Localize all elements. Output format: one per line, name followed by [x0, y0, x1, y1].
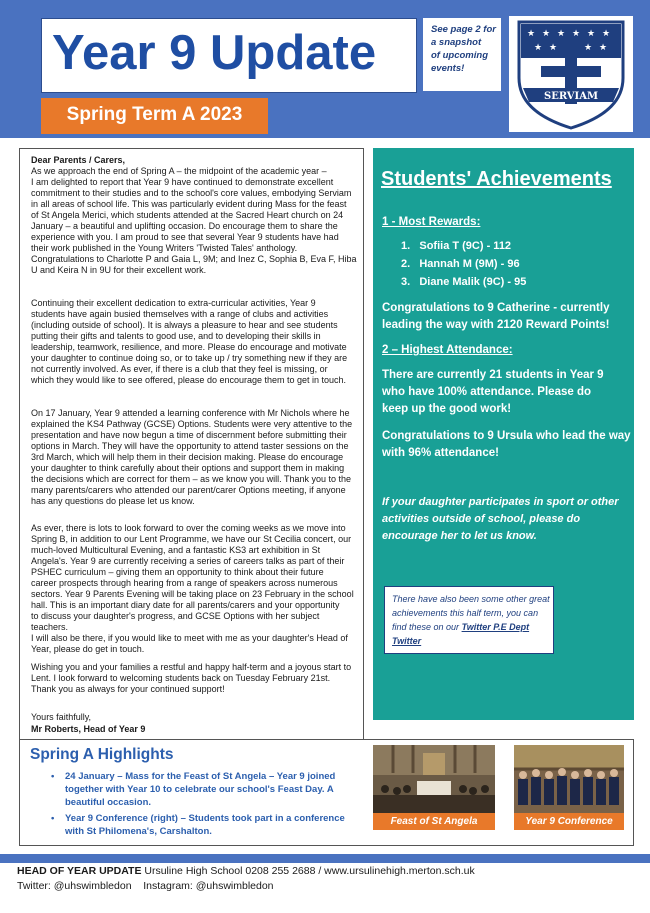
- events-note-box: [423, 18, 501, 91]
- text-line: On 17 January, Year 9 attended a learning conference with Mr Nichols where he: [31, 408, 350, 418]
- text-line: presentation and have now begun a time of discernment before submitting their: [31, 430, 347, 440]
- text-line: experience with you. I am proud to see that several Year 9 students have had: [31, 232, 339, 242]
- achievements-title: Students' Achievements: [381, 168, 612, 190]
- text-line: the decisions which are correct for them – as we know you will. Thank you to the: [31, 474, 351, 484]
- letter-closing: Yours faithfully,: [31, 712, 92, 722]
- reward-item: [401, 276, 526, 288]
- attendance-heading: 2 – Highest Attendance:: [382, 344, 513, 356]
- letter-signature: Mr Roberts, Head of Year 9: [31, 724, 146, 734]
- attendance-text: There are currently 21 students in Year 9 who have 100% attendance. Please do: [382, 369, 604, 398]
- footer-contact: [17, 865, 475, 877]
- text-line: students have again busied themselves with a range of clubs and activities: [31, 309, 329, 319]
- footer-instagram[interactable]: Instagram: @uhswimbledon: [143, 880, 274, 892]
- svg-text:★: ★: [527, 29, 536, 39]
- text-line: Wishing you and your families a restful and happy half-term and a joyous start to: [31, 662, 352, 672]
- highlight-item: [51, 770, 350, 809]
- text-line: career prospects through hearing from a range of speakers across numerous: [31, 578, 338, 588]
- photo-feast: [373, 745, 495, 813]
- school-crest: [509, 16, 633, 132]
- text-line: Lent. I look forward to welcoming students back on Tuesday February 21st.: [31, 673, 331, 683]
- svg-text:★: ★: [584, 43, 593, 53]
- svg-text:★: ★: [572, 29, 581, 39]
- reward-rank: 2.: [401, 258, 411, 270]
- letter-paragraph-5: [31, 662, 357, 695]
- svg-text:★: ★: [534, 43, 543, 53]
- twitter-note-text: There have also been some other great achievements this half term, you can find these on our: [392, 594, 550, 632]
- text-line: sectors. Year 9 Parents Evening will be taking place on 23 February in the school: [31, 589, 354, 599]
- text-line: I will also be there, if you would like to meet with me as your daughter's Head of: [31, 633, 348, 643]
- text-line: putting their gifts and talents to good use, and to developing their skills in: [31, 331, 321, 341]
- sport-note: If your daughter participates in sport or other activities outside of school, please do encourage her to let us know.: [382, 496, 619, 542]
- rewards-congrats: Congratulations to 9 Catherine - currently leading the way with 2120 Reward Points!: [382, 302, 610, 331]
- text-line: PSHEC curriculum – giving them an opportunity to think about their future: [31, 567, 324, 577]
- bullet-icon: •: [51, 813, 55, 824]
- text-line: As we approach the end of Spring A – the midpoint of the academic year –: [31, 166, 327, 176]
- footer-band: [0, 854, 650, 863]
- events-note: See page 2 for a snapshot of upcoming events!: [431, 24, 496, 74]
- highlight-item: [51, 812, 350, 838]
- text-line: 3rd March, which will help them in their decision making. Please do encourage: [31, 452, 344, 462]
- svg-text:★: ★: [557, 29, 566, 39]
- term-banner: [41, 98, 268, 134]
- letter-paragraph-4: [31, 523, 357, 655]
- crest-icon: [509, 16, 633, 132]
- letter-paragraph-1: [31, 166, 357, 276]
- rewards-heading: 1 - Most Rewards:: [382, 216, 481, 228]
- svg-text:★: ★: [549, 43, 558, 53]
- attendance-text-2: keep up the good work!: [382, 403, 512, 415]
- text-line: their work published in the Young Writers 'Twisted Tales' anthology.: [31, 243, 298, 253]
- footer-label: HEAD OF YEAR UPDATE: [17, 865, 142, 877]
- reward-text: Sofiia T (9C) - 112: [419, 240, 512, 252]
- text-line: Angela's. Year 9 are currently receiving a series of careers talks as part of their: [31, 556, 345, 566]
- text-line: your daughter to think carefully about their options and support them in making: [31, 463, 345, 473]
- footer-social: [17, 880, 274, 892]
- text-line: your daughter to continue doing so, or to take up / try something new if they are: [31, 353, 348, 363]
- letter-box: [19, 148, 364, 740]
- text-line: much-loved Multicultural Evening, and a fantastic KS3 art exhibition in St: [31, 545, 321, 555]
- footer-twitter[interactable]: Twitter: @uhswimbledon: [17, 880, 132, 892]
- reward-item: [401, 240, 511, 252]
- text-line: in all areas of school life. This was particularly evident during Mass for the feast: [31, 199, 347, 209]
- text-line: Continuing their excellent dedication to extra-curricular activities, Year 9: [31, 298, 316, 308]
- caption-conference: Year 9 Conference: [514, 813, 624, 830]
- text-line: Year, please do get in touch.: [31, 644, 145, 654]
- svg-text:★: ★: [587, 29, 596, 39]
- text-line: explained the KS4 Pathway (GCSE) Options. Students were very attentive to the: [31, 419, 353, 429]
- reward-rank: 3.: [401, 276, 411, 288]
- letter-paragraph-3: [31, 408, 357, 507]
- svg-text:★: ★: [602, 29, 611, 39]
- text-line: (including outside of school). It is always a pleasure to hear and see students: [31, 320, 338, 330]
- footer-details: Ursuline High School 0208 255 2688 / www.ursulinehigh.merton.sch.uk: [141, 865, 475, 877]
- reward-text: Hannah M (9M) - 96: [419, 258, 520, 270]
- reward-rank: 1.: [401, 240, 411, 252]
- page-title: Year 9 Update: [52, 26, 377, 80]
- highlights-title: Spring A Highlights: [30, 746, 174, 763]
- caption-feast: Feast of St Angela: [373, 813, 495, 830]
- term-label: Spring Term A 2023: [66, 104, 243, 125]
- highlight-bold: Year 9 Conference (right): [65, 813, 178, 824]
- conference-photo-icon: [514, 745, 624, 813]
- church-photo-icon: [373, 745, 495, 813]
- twitter-note-box: [384, 586, 554, 654]
- svg-text:★: ★: [542, 29, 551, 39]
- text-line: Thank you as always for your continued support!: [31, 684, 225, 694]
- text-line: has any questions do please let us know.: [31, 496, 195, 506]
- title-box: [41, 18, 417, 93]
- highlight-rest: – Students took part in a conference with St Philomena's, Carshalton.: [65, 813, 345, 837]
- text-line: As ever, there is lots to look forward to over the coming weeks as we move into: [31, 523, 346, 533]
- text-line: I am delighted to report that Year 9 have continued to demonstrate excellent: [31, 177, 334, 187]
- photo-conference: [514, 745, 624, 813]
- reward-item: [401, 258, 520, 270]
- twitter-link[interactable]: Twitter P.E Dept Twitter: [392, 622, 530, 646]
- letter-paragraph-2: [31, 298, 357, 386]
- highlight-bold: 24 January – Mass for the Feast of St Angela: [65, 771, 267, 782]
- svg-text:★: ★: [599, 43, 608, 53]
- text-line: U and Keira N in 9U for their excellent work.: [31, 265, 207, 275]
- attendance-congrats: Congratulations to 9 Ursula who lead the way with 96% attendance!: [382, 430, 631, 459]
- text-line: Spring B, in addition to our Lent Programme, we have our St Cecilia concert, our: [31, 534, 352, 544]
- text-line: Congratulations to Charlotte P and Gaia L, 9M; and Inez C, Sophia B, Eva F, Hiba: [31, 254, 357, 264]
- text-line: commitment to their studies and to the school's core values, embodying Serviam: [31, 188, 352, 198]
- text-line: many parents/carers who attended our parent/carer Options meeting, if anyone: [31, 485, 346, 495]
- text-line: hall. This is an important diary date for all parents/carers and your opportunity: [31, 600, 340, 610]
- text-line: of St Angela Merici, which students attended at the Sacred Heart church on 24: [31, 210, 344, 220]
- crest-motto: SERVIAM: [543, 91, 599, 102]
- bullet-icon: •: [51, 771, 55, 782]
- text-line: to discuss your daughter's progress, and GCSE Options with her subject teachers.: [31, 611, 320, 632]
- reward-text: Diane Malik (9C) - 95: [419, 276, 527, 288]
- twitter-note: [392, 592, 550, 648]
- letter-greeting: Dear Parents / Carers,: [31, 155, 126, 165]
- text-line: options in March. They will have the opportunity to attend taster sessions on the: [31, 441, 349, 451]
- highlight-rest: – Year 9 joined together with Year 10 to celebrate our school's Feast Day. A beautiful occasion.: [65, 771, 336, 808]
- text-line: not currently involved. As ever, if there is a club that they feel is missing, or: [31, 364, 328, 374]
- text-line: January – a beautiful and uplifting occasion. Do encourage them to share the: [31, 221, 338, 231]
- text-line: which they would like to see offered, please do encourage them to get in touch.: [31, 375, 347, 385]
- text-line: leadership, teamwork, resilience, and more. Please do encourage and motivate: [31, 342, 347, 352]
